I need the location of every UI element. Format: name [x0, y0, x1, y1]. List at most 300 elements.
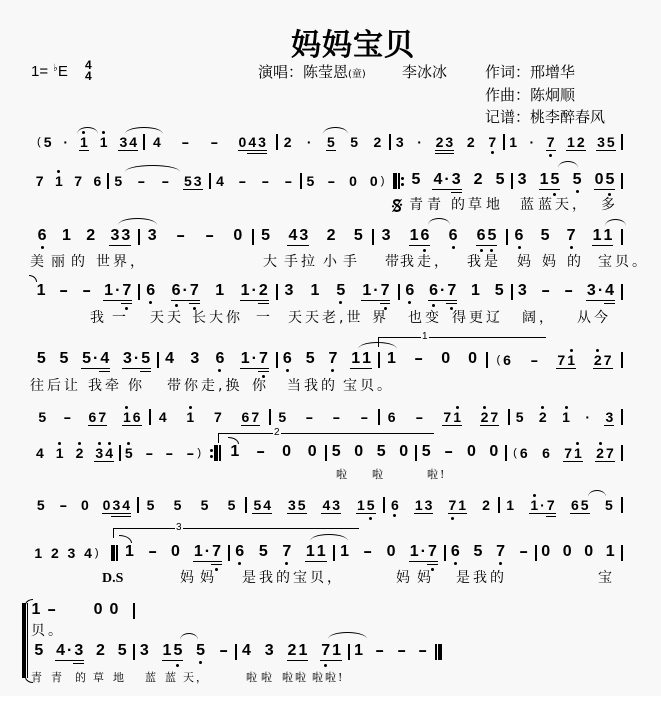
sustain-dash: - — [375, 642, 385, 659]
underline — [546, 513, 556, 514]
underline — [94, 461, 104, 462]
note-group — [287, 228, 309, 244]
note-group — [240, 283, 269, 299]
augmentation-dot: · — [92, 351, 99, 367]
note-group — [35, 446, 45, 460]
note-group — [480, 410, 500, 424]
note-group — [175, 228, 186, 244]
underline — [99, 371, 110, 372]
note: 7 — [189, 283, 200, 299]
thin-line — [621, 284, 623, 300]
note: 4 — [165, 350, 175, 367]
note-group — [326, 135, 336, 149]
measure — [149, 408, 269, 424]
note: 6 — [420, 228, 431, 244]
thin-line — [621, 445, 623, 461]
underline — [439, 300, 446, 301]
measure — [276, 133, 389, 149]
lyric: 天， — [555, 197, 589, 213]
note-group — [386, 544, 397, 560]
note: 1 — [414, 497, 423, 513]
barline — [498, 497, 512, 513]
note: 6 — [282, 351, 293, 367]
underline — [605, 189, 616, 190]
high-octave-dot — [102, 131, 105, 134]
note: 6 — [132, 409, 141, 425]
note: 0 — [466, 443, 476, 460]
note: 2 — [287, 643, 298, 659]
note: 7 — [443, 409, 452, 425]
note: 3 — [381, 227, 391, 244]
underline — [193, 189, 203, 190]
thin-line — [378, 409, 380, 425]
barline — [228, 545, 242, 561]
thick-line — [438, 644, 442, 660]
underline — [424, 513, 434, 514]
underline — [88, 425, 98, 426]
thin-line — [325, 445, 327, 461]
thin-line — [508, 409, 510, 425]
note-group — [350, 351, 372, 367]
note-group — [37, 228, 48, 244]
barline — [621, 545, 635, 561]
measure — [138, 283, 276, 299]
note: 4 — [216, 173, 224, 189]
underline — [580, 513, 590, 514]
note-group — [122, 410, 142, 424]
note-group — [283, 174, 294, 188]
double-barline — [111, 545, 125, 561]
sustain-dash: - — [305, 409, 314, 425]
note-group — [604, 498, 614, 512]
underline — [443, 189, 450, 190]
note-group — [369, 174, 387, 188]
thin-line — [621, 409, 623, 425]
note-group — [73, 174, 83, 188]
note-group — [416, 135, 423, 149]
high-octave-dot — [78, 442, 81, 445]
note-group — [488, 444, 499, 460]
lyricist-label: 作词： — [485, 63, 531, 81]
measure — [30, 283, 138, 299]
transcriber-credit — [485, 109, 605, 125]
note: 1 — [124, 543, 134, 560]
sustain-dash: - — [397, 642, 407, 659]
thin-line — [276, 134, 278, 150]
note-group — [102, 498, 131, 512]
note: 7 — [566, 228, 577, 244]
note-group — [185, 410, 195, 424]
note: 2 — [576, 134, 585, 150]
note: 7 — [490, 409, 499, 425]
note: 6 — [390, 498, 400, 512]
underline — [592, 245, 603, 246]
note: 1 — [506, 497, 514, 513]
lyric: 妈 — [542, 254, 559, 270]
note: 3 — [120, 228, 131, 244]
underline — [120, 245, 131, 246]
thin-line — [119, 445, 121, 461]
low-octave-dot — [393, 514, 396, 517]
low-octave-dot — [369, 517, 372, 520]
thin-line — [138, 284, 140, 300]
underline — [448, 513, 458, 514]
note-group — [540, 228, 551, 244]
underline — [305, 561, 316, 562]
note: 0 — [399, 443, 409, 460]
high-octave-dot — [599, 442, 602, 445]
underline — [432, 189, 443, 190]
lyric: 妈 — [417, 570, 434, 586]
note-group — [309, 283, 320, 299]
note: 6 — [448, 228, 459, 244]
note-group — [94, 446, 114, 460]
lyric: 青 — [427, 197, 444, 213]
sustain-dash: - — [186, 445, 194, 461]
note: 1 — [297, 643, 308, 659]
augmentation-dot: · — [182, 283, 189, 299]
low-octave-dot — [491, 151, 494, 154]
thin-line — [435, 644, 437, 660]
measure — [486, 351, 621, 367]
note: 5 — [305, 350, 315, 367]
note: 5 — [183, 173, 192, 189]
lyricist-credit — [485, 64, 575, 80]
note-group — [440, 351, 451, 367]
sustain-dash: - — [165, 445, 174, 461]
low-octave-dot — [432, 304, 435, 307]
note-group — [55, 446, 65, 460]
underline — [409, 561, 420, 562]
barline — [300, 173, 314, 189]
measure — [508, 408, 621, 424]
barline — [235, 644, 249, 660]
note: 5 — [261, 227, 271, 244]
note-group — [58, 351, 69, 367]
barline — [137, 497, 151, 513]
note-group — [214, 283, 225, 299]
measure — [252, 228, 372, 244]
note: 6 — [145, 283, 156, 299]
thin-line — [621, 352, 623, 368]
note: 1 — [79, 135, 89, 149]
underline — [171, 300, 182, 301]
underline — [103, 300, 114, 301]
measure — [118, 544, 228, 560]
note: 6 — [450, 544, 461, 560]
note: 0 — [562, 543, 572, 560]
note: 3 — [424, 497, 433, 513]
low-octave-dot — [41, 246, 44, 249]
note: 4 — [287, 228, 298, 244]
barline — [621, 445, 635, 461]
note: 5 — [140, 351, 151, 367]
underline — [121, 303, 132, 304]
note-group — [215, 351, 226, 367]
key-prefix: 1= — [31, 63, 49, 80]
note-group — [411, 172, 422, 188]
note: 3 — [139, 642, 149, 659]
barline — [149, 409, 163, 425]
underline — [287, 660, 298, 661]
note: 6 — [519, 445, 528, 461]
augmentation-dot: · — [529, 134, 535, 150]
lyric: 一 — [112, 310, 129, 326]
underline — [326, 150, 336, 151]
underline — [546, 516, 556, 517]
note-group — [495, 172, 506, 188]
underline — [121, 300, 132, 301]
barline — [511, 284, 525, 300]
lyric: 妈 — [396, 570, 413, 586]
note: 0 — [81, 497, 89, 513]
measure — [30, 172, 107, 188]
repeat-dot — [210, 455, 213, 458]
barline — [119, 445, 133, 461]
lyric: 往后让 — [30, 378, 81, 394]
underline — [442, 425, 452, 426]
lyric: 界 — [372, 310, 389, 326]
note-group — [193, 544, 222, 560]
singer-1-note: (童) — [348, 69, 366, 80]
note: 0 — [238, 134, 247, 150]
note: 6 — [234, 544, 245, 560]
sustain-dash: - — [563, 282, 573, 299]
note-group — [144, 446, 155, 460]
note: 1 — [99, 135, 109, 149]
lyric: 草 — [93, 671, 106, 684]
underline — [457, 513, 467, 514]
low-octave-dot — [490, 249, 493, 252]
repeat-dot — [210, 449, 213, 452]
augmentation-dot: · — [420, 544, 427, 560]
thin-line — [498, 497, 500, 513]
underline — [240, 300, 251, 301]
system-bracket — [22, 603, 26, 678]
high-octave-dot — [570, 349, 573, 352]
augmentation-dot: · — [443, 172, 450, 188]
note-group — [539, 172, 561, 188]
note-group — [122, 351, 151, 367]
note-group — [563, 283, 574, 299]
thin-line — [209, 173, 211, 189]
underline — [257, 150, 267, 151]
note: 7 — [603, 352, 612, 368]
note: 1 — [340, 543, 349, 560]
thin-line — [535, 545, 537, 561]
barline — [138, 229, 152, 245]
note-group — [561, 410, 571, 424]
note-group — [414, 410, 425, 424]
note-group — [227, 498, 237, 512]
note-group — [538, 410, 548, 424]
note-group — [75, 446, 85, 460]
spacer — [78, 617, 88, 618]
low-octave-dot — [149, 301, 152, 304]
note: 1 — [31, 601, 41, 618]
lyric: 蓝 — [520, 197, 537, 213]
underline — [586, 300, 597, 301]
note: 1 — [567, 134, 575, 150]
note: 7 — [380, 283, 391, 299]
note-group — [349, 135, 359, 149]
open-parenthesis: ( — [36, 135, 41, 148]
thin-line — [372, 229, 374, 245]
note: 5 — [34, 642, 44, 659]
augmentation-dot: · — [439, 283, 446, 299]
note-group — [494, 283, 505, 299]
note: 3 — [517, 171, 527, 188]
underline — [361, 368, 372, 369]
note: 2 — [473, 171, 483, 188]
note-group — [448, 498, 468, 512]
note-group — [306, 135, 313, 149]
underline — [604, 303, 615, 304]
thin-line — [149, 409, 151, 425]
lyricist: 邢增华 — [530, 63, 576, 81]
underline — [132, 425, 142, 426]
note-group — [58, 283, 69, 299]
note: 6 — [37, 228, 48, 244]
low-octave-dot — [238, 562, 241, 565]
lyric: 的 — [567, 254, 584, 270]
repeat-end-barline — [210, 445, 224, 461]
note: 1 — [592, 228, 603, 244]
lyric: 青 — [409, 197, 426, 213]
thin-line — [252, 229, 254, 245]
note-group — [189, 351, 200, 367]
note: 3 — [298, 228, 309, 244]
underline — [451, 192, 462, 193]
barline — [383, 497, 397, 513]
note-group — [335, 283, 346, 299]
thick-line — [111, 545, 115, 561]
note: 2 — [86, 227, 96, 244]
note: 5 — [366, 498, 376, 512]
note: 7 — [121, 283, 132, 299]
measure — [378, 408, 508, 424]
note: 7 — [35, 173, 44, 189]
slur-arc — [180, 633, 198, 640]
note: 6 — [503, 352, 511, 368]
note-group — [307, 444, 318, 460]
barline — [107, 173, 121, 189]
measure — [498, 496, 621, 512]
note: 7 — [98, 409, 107, 425]
note: 3 — [111, 498, 121, 512]
note-group — [556, 353, 576, 367]
note: 1 — [331, 643, 342, 659]
thin-line — [276, 284, 278, 300]
underline — [262, 513, 272, 514]
measure — [235, 643, 348, 659]
lyric: 蓝 — [145, 671, 158, 684]
note-group — [353, 228, 364, 244]
underline — [140, 368, 151, 369]
lyric: 一 — [256, 310, 273, 326]
barline — [348, 644, 362, 660]
thin-line — [378, 352, 380, 368]
note: 5 — [421, 443, 431, 460]
note-group — [566, 135, 586, 149]
note: 7 — [74, 173, 83, 189]
note: 5 — [376, 443, 386, 460]
note: 1 — [452, 410, 462, 424]
note-group — [99, 135, 109, 149]
underline — [604, 425, 614, 426]
underline — [122, 368, 133, 369]
underline — [380, 303, 391, 304]
sustain-dash: - — [176, 227, 186, 244]
note-group — [171, 283, 200, 299]
underline — [241, 425, 251, 426]
underline — [92, 368, 99, 369]
note-group — [348, 174, 358, 188]
lyric: 啦 — [261, 671, 274, 684]
barline — [138, 284, 152, 300]
underline — [321, 513, 331, 514]
high-octave-dot — [58, 442, 61, 445]
lyric: 啦! — [427, 468, 447, 481]
note: 7 — [427, 544, 438, 560]
thin-line — [383, 497, 385, 513]
note: 2 — [258, 283, 269, 299]
note: 4 — [158, 409, 167, 425]
lyric: 大 — [263, 254, 280, 270]
note-group — [241, 410, 261, 424]
underline — [489, 425, 499, 426]
sustain-dash: - — [530, 352, 539, 368]
underline — [73, 663, 84, 664]
note-group — [37, 410, 47, 424]
note: 6 — [514, 228, 525, 244]
note-group — [238, 135, 267, 149]
volta-bracket — [378, 331, 546, 347]
barline — [621, 134, 635, 150]
barline — [535, 545, 549, 561]
augmentation-dot: · — [597, 283, 604, 299]
lyric: 的 — [451, 197, 468, 213]
underline — [487, 245, 498, 246]
slur-arc — [605, 219, 626, 226]
note-group — [79, 135, 89, 149]
note: 7 — [557, 352, 566, 368]
note: 1 — [305, 544, 316, 560]
underline — [350, 368, 361, 369]
measure — [133, 643, 235, 659]
high-octave-dot — [108, 442, 111, 445]
augmentation-dot: · — [251, 351, 258, 367]
note-group — [287, 498, 307, 512]
note: 3 — [119, 134, 128, 150]
note-group — [147, 544, 158, 560]
thin-line — [219, 445, 221, 461]
note: 3 — [451, 172, 462, 188]
note: 3 — [122, 351, 133, 367]
note: 4 — [36, 445, 44, 461]
low-octave-dot — [176, 664, 179, 667]
note: 4 — [104, 446, 114, 460]
measure — [143, 133, 276, 149]
thin-line — [511, 284, 513, 300]
sustain-dash: - — [363, 543, 373, 560]
note: 3 — [586, 283, 597, 299]
note: 7 — [564, 445, 573, 461]
note: 5 — [36, 350, 46, 367]
lyric: 蓝 — [538, 197, 555, 213]
note: 1 — [122, 410, 132, 424]
note-group — [95, 643, 106, 659]
